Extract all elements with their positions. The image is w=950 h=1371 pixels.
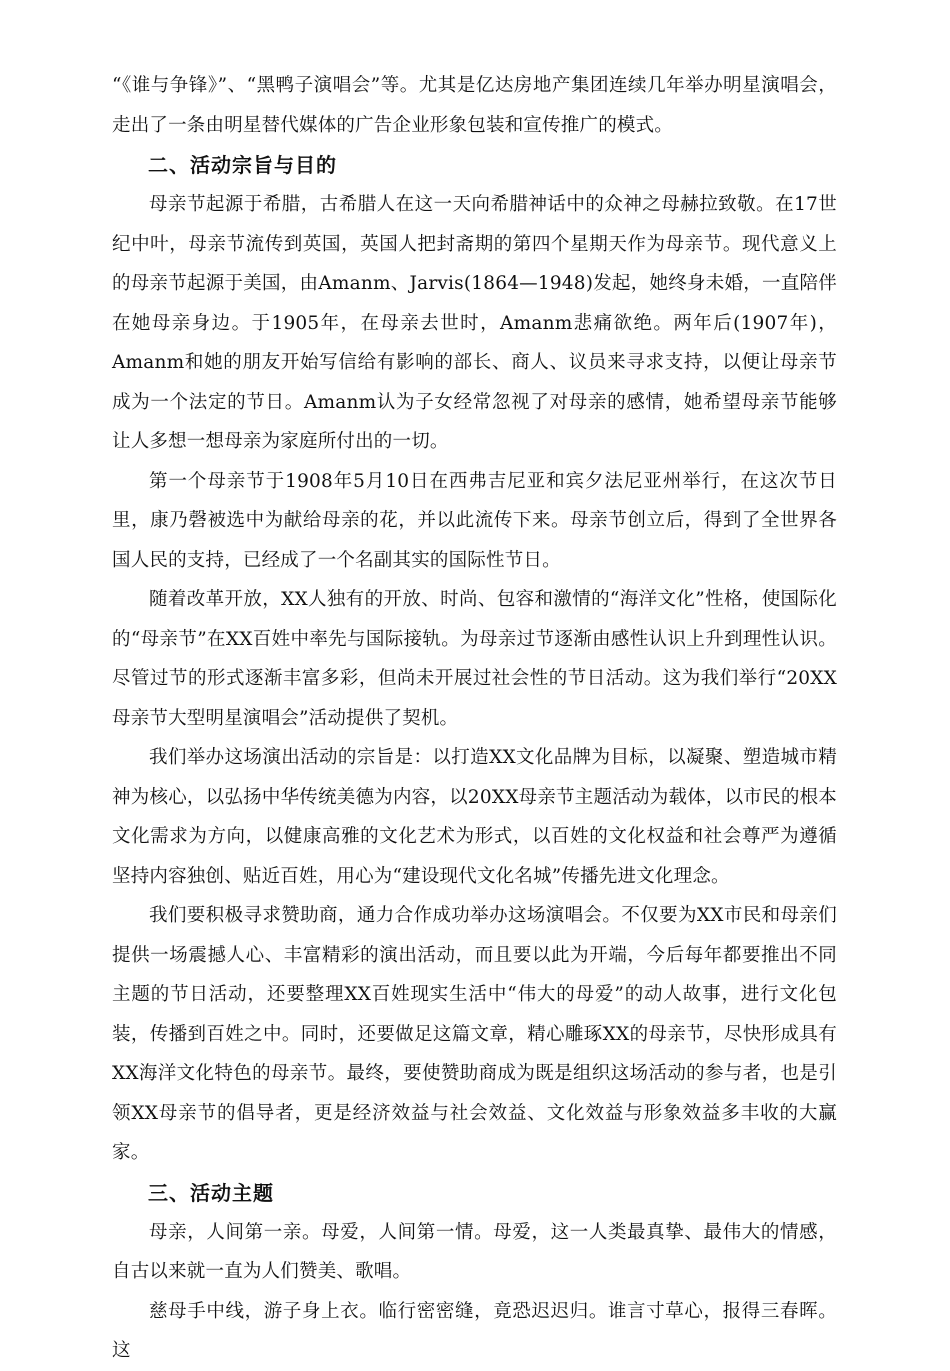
section-heading-theme: 三、活动主题 (148, 1180, 274, 1205)
paragraph-sponsors: 我们要积极寻求赞助商，通力合作成功举办这场演唱会。不仅要为XX市民和母亲们提供一场震撼人心、丰富精彩的演出活动，而且要以此为开端，今后每年都要推出不同主题的节日活动，还要整理XX百姓现实生活中“伟大的母爱”的动人故事，进行文化包装，传播到百姓之中。同时，还要做足这篇文章，精心雕琢XX的母亲节，尽快形成具有XX海洋文化特色的母亲节。最终，要使赞助商成为既是组织这场活动的参与者，也是引领XX母亲节的倡导者，更是经济效益与社会效益、文化效益与形象效益多丰收的大赢家。 (112, 905, 837, 1163)
section-heading-purpose: 二、活动宗旨与目的 (148, 153, 337, 177)
paragraph-first-mothers-day: 第一个母亲节于1908年5月10日在西弗吉尼亚和宾夕法尼亚州举行，在这次节日里，康乃磬被选中为献给母亲的花，并以此流传下来。母亲节创立后，得到了全世界各国人民的支持，已经成了一个名副其实的国际性节日。 (112, 470, 837, 571)
document-page (112, 66, 837, 1371)
paragraph-reform: 随着改革开放，XX人独有的开放、时尚、包容和激情的“海洋文化”性格，使国际化的“母亲节”在XX百姓中率先与国际接轨。为母亲过节逐渐由感性认识上升到理性认识。尽管过节的形式逐渐丰富多彩，但尚未开展过社会性的节日活动。这为我们举行“20XX母亲节大型明星演唱会”活动提供了契机。 (112, 589, 837, 729)
paragraph-poem: 慈母手中线，游子身上衣。临行密密缝，竟恐迟迟归。谁言寸草心，报得三春晖。这 (112, 1300, 837, 1361)
paragraph-mother-love: 母亲，人间第一亲。母爱，人间第一情。母爱，这一人类最真挚、最伟大的情感，自古以来就一直为人们赞美、歌唱。 (112, 1221, 837, 1282)
paragraph-aim: 我们举办这场演出活动的宗旨是：以打造XX文化品牌为目标，以凝聚、塑造城市精神为核心，以弘扬中华传统美德为内容，以20XX母亲节主题活动为载体，以市民的根本文化需求为方向，以健康高雅的文化艺术为形式，以百姓的文化权益和社会尊严为遵循坚持内容独创、贴近百姓，用心为“建设现代文化名城”传播先进文化理念。 (112, 747, 837, 887)
paragraph-origin: 母亲节起源于希腊，古希腊人在这一天向希腊神话中的众神之母赫拉致敬。在17世纪中叶，母亲节流传到英国，英国人把封斋期的第四个星期天作为母亲节。现代意义上的母亲节起源于美国，由Amanm、Jarvis(1864—1948)发起，她终身未婚，一直陪伴在她母亲身边。于1905年，在母亲去世时，Amanm悲痛欲绝。两年后(1907年)，Amanm和她的朋友开始写信给有影响的部长、商人、议员来寻求支持，以便让母亲节成为一个法定的节日。Amanm认为子女经常忽视了对母亲的感情，她希望母亲节能够让人多想一想母亲为家庭所付出的一切。 (112, 194, 837, 452)
paragraph-intro-continuation: “《谁与争锋》”、“黑鸭子演唱会”等。尤其是亿达房地产集团连续几年举办明星演唱会，走出了一条由明星替代媒体的广告企业形象包装和宣传推广的模式。 (112, 75, 837, 136)
